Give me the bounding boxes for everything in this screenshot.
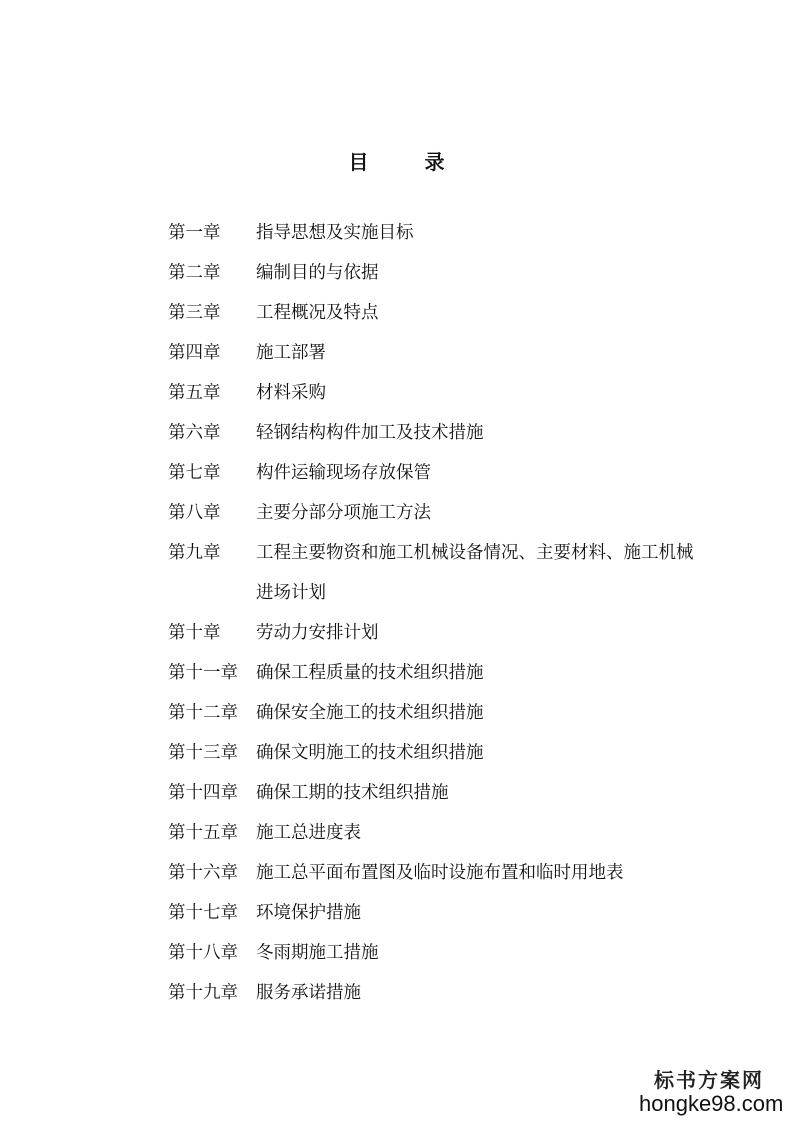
toc-chapter-number: 第十五章: [168, 823, 238, 843]
toc-item: [168, 893, 708, 933]
toc-chapter-number: 第八章: [168, 503, 221, 523]
toc-item: [168, 813, 708, 853]
toc-chapter-number: 第二章: [168, 263, 221, 283]
toc-item: [168, 653, 708, 693]
toc-chapter-title: 轻钢结构构件加工及技术措施: [256, 423, 484, 443]
toc-chapter-number: 第四章: [168, 343, 221, 363]
toc-chapter-number: 第五章: [168, 383, 221, 403]
watermark-url: hongke98.com: [639, 1091, 784, 1116]
toc-chapter-title: 指导思想及实施目标: [256, 223, 414, 243]
toc-item: [168, 413, 708, 453]
toc-item: [168, 253, 708, 293]
toc-item: [168, 373, 708, 413]
toc-chapter-number: 第十二章: [168, 703, 238, 723]
toc-item: [168, 773, 708, 813]
toc-item: [168, 613, 708, 653]
toc-chapter-title: 冬雨期施工措施: [256, 943, 379, 963]
toc-chapter-number: 第三章: [168, 303, 221, 323]
toc-chapter-number: 第一章: [168, 223, 221, 243]
toc-chapter-title: 工程主要物资和施工机械设备情况、主要材料、施工机械进场计划: [256, 543, 694, 603]
toc-chapter-number: 第十三章: [168, 743, 238, 763]
toc-item: [168, 533, 708, 613]
toc-chapter-title: 环境保护措施: [256, 903, 361, 923]
toc-chapter-number: 第十七章: [168, 903, 238, 923]
toc-item: [168, 293, 708, 333]
toc-chapter-title: 服务承诺措施: [256, 983, 361, 1003]
watermark-site-name: 标书方案网: [654, 1068, 764, 1092]
toc-item: [168, 693, 708, 733]
toc-chapter-number: 第九章: [168, 543, 221, 563]
toc-chapter-title: 施工部署: [256, 343, 326, 363]
toc-item: [168, 733, 708, 773]
site-watermark: [639, 1068, 784, 1116]
toc-item: [168, 213, 708, 253]
toc-item: [168, 973, 708, 1013]
toc-chapter-title: 主要分部分项施工方法: [256, 503, 431, 523]
toc-chapter-title: 材料采购: [256, 383, 326, 403]
table-of-contents: [168, 213, 708, 1013]
toc-chapter-number: 第七章: [168, 463, 221, 483]
toc-chapter-number: 第十四章: [168, 783, 238, 803]
title-char-left: 目: [348, 150, 369, 174]
toc-chapter-number: 第十六章: [168, 863, 238, 883]
toc-chapter-title: 构件运输现场存放保管: [256, 463, 431, 483]
toc-item: [168, 493, 708, 533]
toc-item: [168, 853, 708, 893]
toc-chapter-number: 第六章: [168, 423, 221, 443]
toc-item: [168, 933, 708, 973]
toc-chapter-title: 施工总进度表: [256, 823, 361, 843]
title-char-right: 录: [424, 150, 445, 174]
toc-chapter-title: 确保工程质量的技术组织措施: [256, 663, 484, 683]
toc-chapter-number: 第十九章: [168, 983, 238, 1003]
toc-chapter-title: 确保工期的技术组织措施: [256, 783, 449, 803]
toc-chapter-title: 施工总平面布置图及临时设施布置和临时用地表: [256, 863, 624, 883]
toc-chapter-number: 第十一章: [168, 663, 238, 683]
toc-item: [168, 453, 708, 493]
toc-chapter-title: 确保文明施工的技术组织措施: [256, 743, 484, 763]
toc-chapter-number: 第十章: [168, 623, 221, 643]
toc-chapter-title: 编制目的与依据: [256, 263, 379, 283]
toc-item: [168, 333, 708, 373]
toc-chapter-title: 确保安全施工的技术组织措施: [256, 703, 484, 723]
toc-chapter-title: 工程概况及特点: [256, 303, 379, 323]
toc-chapter-number: 第十八章: [168, 943, 238, 963]
page-title: [0, 146, 793, 176]
toc-chapter-title: 劳动力安排计划: [256, 623, 379, 643]
